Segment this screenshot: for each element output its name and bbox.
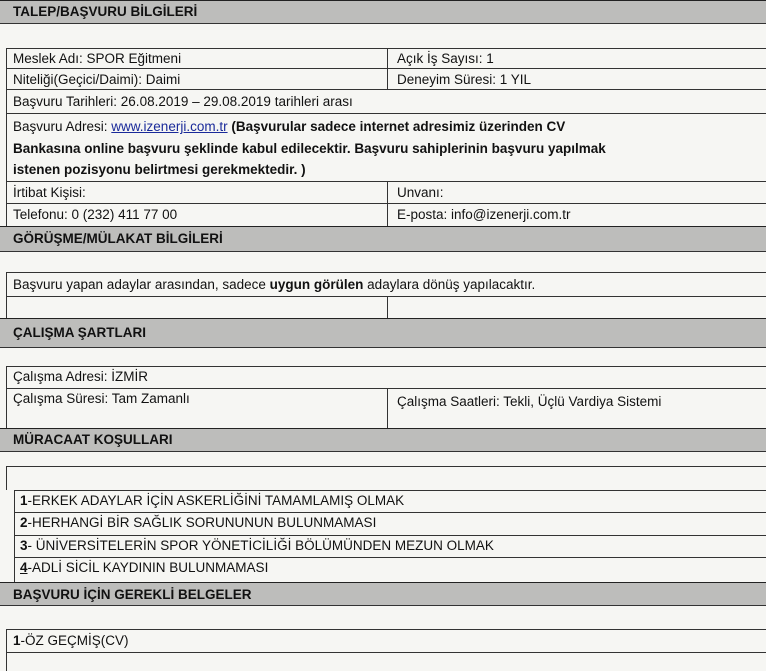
divider bbox=[6, 203, 766, 204]
deneyim-suresi: Deneyim Süresi: 1 YIL bbox=[397, 72, 532, 87]
calisma-saatleri: Çalışma Saatleri: Tekli, Üçlü Vardiya Sistemi bbox=[397, 394, 662, 409]
section-header-muracaat bbox=[0, 428, 766, 452]
divider bbox=[6, 466, 766, 467]
section-header-talep bbox=[0, 0, 766, 24]
basvuru-tarihleri: Başvuru Tarihleri: 26.08.2019 – 29.08.2019 tarihleri arası bbox=[13, 94, 353, 109]
divider bbox=[387, 388, 388, 428]
divider bbox=[387, 296, 388, 318]
divider bbox=[14, 535, 766, 536]
basvuru-adresi-label: Başvuru Adresi: bbox=[13, 119, 112, 134]
acik-is-sayisi: Açık İş Sayısı: 1 bbox=[397, 51, 494, 66]
divider bbox=[387, 48, 388, 90]
meslek-adi: Meslek Adı: SPOR Eğitmeni bbox=[13, 51, 182, 66]
calisma-suresi: Çalışma Süresi: Tam Zamanlı bbox=[13, 391, 190, 406]
section-title: BAŞVURU İÇİN GEREKLİ BELGELER bbox=[13, 587, 252, 602]
gorusme-text: Başvuru yapan adaylar arasından, sadece uygun görülen adaylara dönüş yapılacaktır. bbox=[13, 277, 536, 292]
adres-note-line-2: Bankasına online başvuru şeklinde kabul edilecektir. Başvuru sahiplerinin başvuru yapılmak bbox=[13, 141, 606, 156]
section-header-gorusme bbox=[0, 226, 766, 252]
website-link[interactable]: www.izenerji.com.tr bbox=[111, 119, 228, 134]
divider bbox=[6, 48, 7, 226]
divider bbox=[6, 296, 766, 297]
divider bbox=[6, 272, 766, 273]
muracaat-item: 1-ERKEK ADAYLAR İÇİN ASKERLİĞİNİ TAMAMLAMIŞ OLMAK bbox=[20, 493, 405, 508]
muracaat-item: 3- ÜNİVERSİTELERİN SPOR YÖNETİCİLİĞİ BÖLÜMÜNDEN MEZUN OLMAK bbox=[20, 538, 494, 553]
divider bbox=[14, 557, 766, 558]
divider bbox=[6, 629, 766, 630]
divider bbox=[14, 490, 15, 582]
divider bbox=[14, 490, 766, 491]
divider bbox=[6, 272, 7, 318]
e-posta: E-posta: info@izenerji.com.tr bbox=[397, 207, 571, 222]
divider bbox=[6, 366, 7, 428]
section-title: MÜRACAAT KOŞULLARI bbox=[13, 432, 173, 447]
divider bbox=[6, 466, 7, 490]
section-title: ÇALIŞMA ŞARTLARI bbox=[13, 325, 146, 340]
divider bbox=[6, 113, 766, 114]
divider bbox=[6, 629, 7, 671]
muracaat-item: 4-ADLİ SİCİL KAYDININ BULUNMAMASI bbox=[20, 560, 269, 575]
divider bbox=[6, 388, 766, 389]
divider bbox=[6, 68, 766, 69]
muracaat-item: 2-HERHANGİ BİR SAĞLIK SORUNUNUN BULUNMAMASI bbox=[20, 515, 377, 530]
basvuru-adresi-line-1 bbox=[13, 119, 565, 134]
divider bbox=[6, 181, 766, 182]
telefon: Telefonu: 0 (232) 411 77 00 bbox=[13, 207, 178, 222]
belge-item: 1-ÖZ GEÇMİŞ(CV) bbox=[13, 633, 129, 648]
section-title: TALEP/BAŞVURU BİLGİLERİ bbox=[13, 4, 198, 19]
section-header-belgeler bbox=[0, 582, 766, 606]
section-title: GÖRÜŞME/MÜLAKAT BİLGİLERİ bbox=[13, 231, 223, 246]
adres-note: (Başvurular sadece internet adresimiz üzerinden CV bbox=[231, 119, 566, 134]
unvani: Unvanı: bbox=[397, 185, 444, 200]
divider bbox=[14, 512, 766, 513]
divider bbox=[6, 89, 766, 90]
niteligi: Niteliği(Geçici/Daimi): Daimi bbox=[13, 72, 181, 87]
section-header-calisma bbox=[0, 318, 766, 348]
divider bbox=[6, 366, 766, 367]
divider bbox=[6, 48, 766, 49]
calisma-adresi: Çalışma Adresi: İZMİR bbox=[13, 369, 149, 384]
divider bbox=[6, 652, 766, 653]
adres-note-line-3: istenen pozisyonu belirtmesi gerekmektedir. ) bbox=[13, 162, 306, 177]
irtibat-kisisi: İrtibat Kişisi: bbox=[13, 185, 86, 200]
divider bbox=[387, 181, 388, 226]
